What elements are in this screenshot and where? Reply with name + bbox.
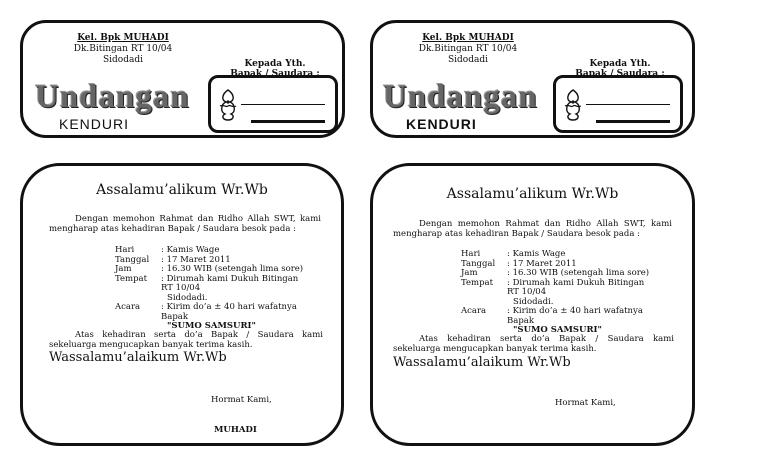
- detail-value: "SUMO SAMSURI": [167, 321, 256, 331]
- intro-text: Dengan memohon Rahmat dan Ridho Allah SWT, kami mengharap atas kehadiran Bapak / Saudara besok pada :: [49, 214, 321, 234]
- farewell: Wassalamu’alaikum Wr.Wb: [393, 355, 571, 370]
- event-details: [461, 250, 663, 336]
- recipient-label-line2: Bapak / Saudara :: [575, 69, 665, 79]
- detail-value: : Kamis Wage: [161, 245, 220, 255]
- ornament-icon: [217, 88, 239, 122]
- detail-value: : 17 Maret 2011: [161, 254, 231, 265]
- address-line: [241, 104, 325, 105]
- closing-paragraph: [49, 330, 323, 350]
- invitation-title: Undangan: [383, 79, 538, 115]
- detail-value: : Kamis Wage: [507, 249, 566, 259]
- address-line: [586, 104, 670, 105]
- event-details: [115, 246, 317, 332]
- detail-value: Sidodadi.: [513, 296, 554, 307]
- intro-text: Dengan memohon Rahmat dan Ridho Allah SWT, kami mengharap atas kehadiran Bapak / Saudara besok pada :: [393, 219, 672, 239]
- detail-key: Tanggal: [461, 258, 496, 269]
- detail-value: : Kirim do’a ± 40 hari wafatnya Bapak: [161, 302, 297, 322]
- sender-block: [393, 33, 543, 66]
- detail-key: Acara: [115, 302, 141, 312]
- detail-key: Hari: [461, 249, 481, 259]
- invitation-card-right: [370, 163, 695, 446]
- recipient-label-line1: Kepada Yth.: [244, 59, 306, 69]
- recipient-label-line1: Kepada Yth.: [589, 59, 651, 69]
- recipient-address-box: [208, 75, 338, 133]
- address-line-bold: [251, 120, 325, 123]
- detail-value: "SUMO SAMSURI": [513, 325, 602, 335]
- detail-row: [115, 303, 317, 322]
- address-line-bold: [596, 120, 670, 123]
- sender-address-line2: Sidodadi: [448, 55, 488, 65]
- envelope-left: [20, 20, 345, 138]
- detail-value: : Dirumah kami Dukuh Bitingan RT 10/04: [507, 277, 645, 297]
- detail-value: : 16.30 WIB (setengah lima sore): [507, 268, 650, 278]
- sender-name: Kel. Bpk MUHADI: [77, 33, 169, 43]
- closing-paragraph: [393, 334, 674, 354]
- greeting: Assalamu’alikum Wr.Wb: [446, 186, 619, 202]
- detail-value: : Kirim do’a ± 40 hari wafatnya Bapak: [507, 306, 643, 326]
- sender-block: [48, 33, 198, 66]
- detail-value: : 17 Maret 2011: [507, 258, 577, 269]
- regards: Hormat Kami,: [555, 398, 616, 408]
- detail-key: Hari: [115, 245, 135, 255]
- detail-key: Tempat: [115, 273, 148, 284]
- sender-name: Kel. Bpk MUHADI: [422, 33, 514, 43]
- closing-text: Atas kehadiran serta do’a Bapak / Saudara kami sekeluarga mengucapkan banyak terima kasih.: [49, 330, 323, 350]
- sender-address-line1: Dk.Bitingan RT 10/04: [418, 44, 518, 54]
- invitation-title: Undangan: [35, 79, 190, 115]
- sender-address-line1: Dk.Bitingan RT 10/04: [73, 44, 173, 54]
- detail-key: Tanggal: [115, 254, 150, 265]
- sender-address-line2: Sidodadi: [103, 55, 143, 65]
- detail-value: : 16.30 WIB (setengah lima sore): [161, 264, 304, 274]
- envelope-right: [370, 20, 695, 138]
- closing-text: Atas kehadiran serta do’a Bapak / Saudara kami sekeluarga mengucapkan banyak terima kasih.: [393, 334, 674, 354]
- detail-row: [461, 307, 663, 326]
- signature-name: MUHADI: [214, 425, 257, 435]
- farewell: Wassalamu’alaikum Wr.Wb: [49, 350, 227, 365]
- detail-key: Tempat: [461, 277, 494, 288]
- regards: Hormat Kami,: [211, 395, 272, 405]
- detail-row: [115, 275, 317, 294]
- invitation-subtitle: KENDURI: [59, 116, 130, 132]
- recipient-address-box: [553, 75, 683, 133]
- invitation-subtitle: KENDURI: [406, 116, 477, 132]
- detail-key: Jam: [461, 268, 478, 278]
- detail-value: Sidodadi.: [167, 292, 208, 303]
- recipient-label-line2: Bapak / Saudara :: [230, 69, 320, 79]
- detail-key: Jam: [115, 264, 132, 274]
- detail-value: : Dirumah kami Dukuh Bitingan RT 10/04: [161, 273, 299, 293]
- detail-row: [461, 279, 663, 298]
- detail-key: Acara: [461, 306, 487, 316]
- invitation-card-left: [20, 163, 344, 446]
- intro-paragraph: [393, 219, 672, 239]
- greeting: Assalamu’alikum Wr.Wb: [96, 182, 268, 198]
- ornament-icon: [562, 88, 584, 122]
- intro-paragraph: [49, 214, 321, 234]
